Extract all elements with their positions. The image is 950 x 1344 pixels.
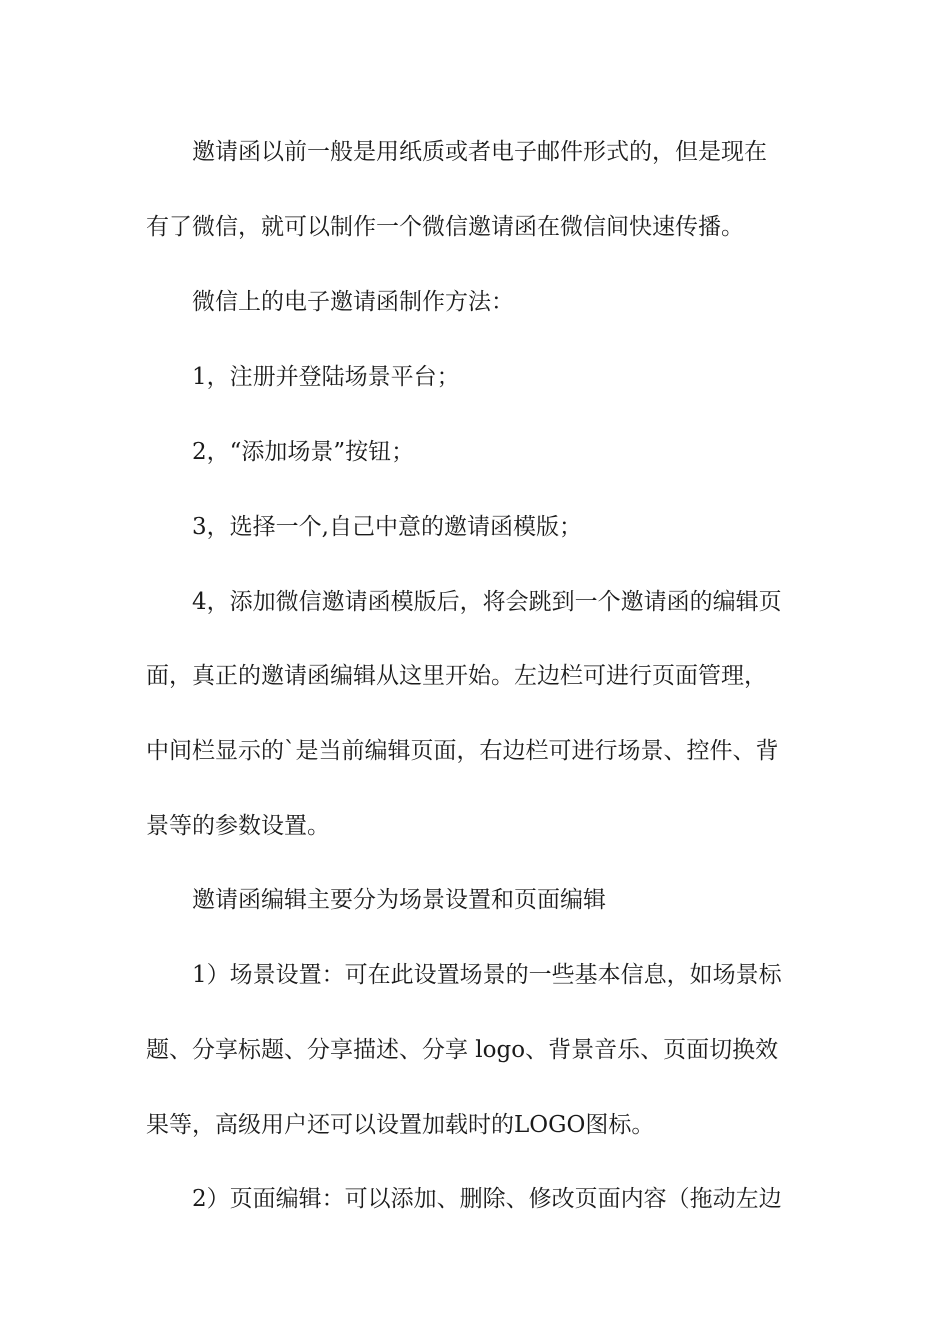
- paragraph-line: 题、分享标题、分享描述、分享 logo、背景音乐、页面切换效: [146, 1037, 779, 1063]
- paragraph-line: 果等，高级用户还可以设置加载时的LOGO图标。: [146, 1112, 655, 1138]
- paragraph-line: 2，“添加场景”按钮；: [192, 439, 415, 465]
- paragraph-line: 3，选择一个,自己中意的邀请函模版；: [192, 514, 582, 540]
- paragraph-line: 景等的参数设置。: [146, 813, 330, 839]
- paragraph-line: 4，添加微信邀请函模版后，将会跳到一个邀请函的编辑页: [192, 589, 782, 615]
- paragraph-line: 1）场景设置：可在此设置场景的一些基本信息，如场景标: [192, 962, 782, 988]
- paragraph-line: 邀请函以前一般是用纸质或者电子邮件形式的，但是现在: [192, 139, 767, 165]
- paragraph-line: 1，注册并登陆场景平台；: [192, 364, 460, 390]
- paragraph-line: 有了微信，就可以制作一个微信邀请函在微信间快速传播。: [146, 214, 744, 240]
- paragraph-line: 面，真正的邀请函编辑从这里开始。左边栏可进行页面管理，: [146, 663, 767, 689]
- paragraph-line: 邀请函编辑主要分为场景设置和页面编辑: [192, 887, 606, 913]
- paragraph-line: 2）页面编辑：可以添加、删除、修改页面内容（拖动左边: [192, 1186, 782, 1212]
- paragraph-line: 中间栏显示的`是当前编辑页面，右边栏可进行场景、控件、背: [146, 738, 779, 764]
- paragraph-line: 微信上的电子邀请函制作方法：: [192, 289, 514, 315]
